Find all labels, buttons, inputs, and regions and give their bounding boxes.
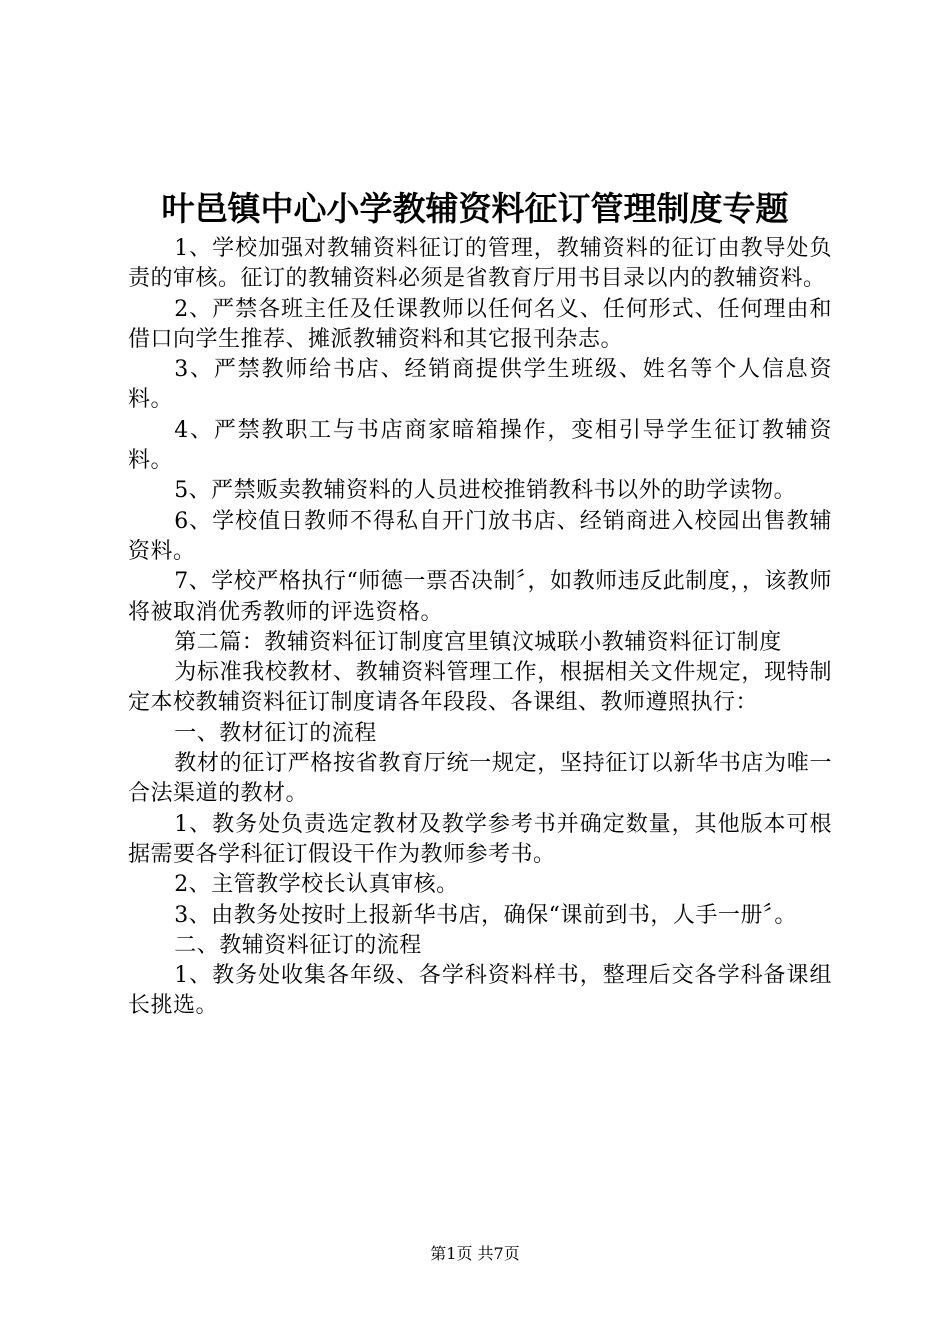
section-heading: 第二篇：教辅资料征订制度宫里镇汶城联小教辅资料征订制度 — [174, 629, 782, 655]
document-title: 叶邑镇中心小学教辅资料征订管理制度专题 — [161, 189, 789, 228]
paragraph: 1、教务处负责选定教材及教学参考书并确定数量，其他版本可根据需要各学科征订假设干作为教师参考书。 — [128, 811, 832, 867]
paragraph: 4、严禁教职工与书店商家暗箱操作，变相引导学生征订教辅资料。 — [128, 417, 832, 474]
paragraph: 教材的征订严格按省教育厅统一规定，坚持征订以新华书店为唯一合法渠道的教材。 — [128, 751, 832, 807]
paragraph: 3、严禁教师给书店、经销商提供学生班级、姓名等个人信息资料。 — [128, 357, 832, 413]
subsection-heading: 二、教辅资料征订的流程 — [174, 932, 422, 958]
paragraph: 6、学校值日教师不得私自开门放书店、经销商进入校园出售教辅资料。 — [128, 508, 832, 564]
paragraph: 1、教务处收集各年级、各学科资料样书，整理后交各学科备课组长挑选。 — [128, 963, 832, 1019]
document-body — [128, 234, 832, 1022]
paragraph: 5、严禁贩卖教辅资料的人员进校推销教科书以外的助学读物。 — [174, 478, 797, 504]
paragraph: 1、学校加强对教辅资料征订的管理，教辅资料的征订由教导处负责的审核。征订的教辅资料必须是省教育厅用书目录以内的教辅资料。 — [128, 236, 832, 292]
paragraph: 3、由教务处按时上报新华书店，确保“课前到书，人手一册〞。 — [174, 902, 797, 928]
subsection-heading: 一、教材征订的流程 — [174, 720, 377, 746]
paragraph: 2、主管教学校长认真审核。 — [174, 872, 459, 898]
page-footer: 第1页 共7页 — [430, 1244, 520, 1263]
paragraph: 7、学校严格执行“师德一票否决制〞，如教师违反此制度，，该教师将被取消优秀教师的评选资格。 — [128, 569, 832, 625]
paragraph: 2、严禁各班主任及任课教师以任何名义、任何形式、任何理由和借口向学生推荐、摊派教辅资料和其它报刊杂志。 — [128, 296, 832, 352]
paragraph: 为标准我校教材、教辅资料管理工作，根据相关文件规定，现特制定本校教辅资料征订制度请各年段段、各课组、教师遵照执行： — [128, 660, 832, 716]
